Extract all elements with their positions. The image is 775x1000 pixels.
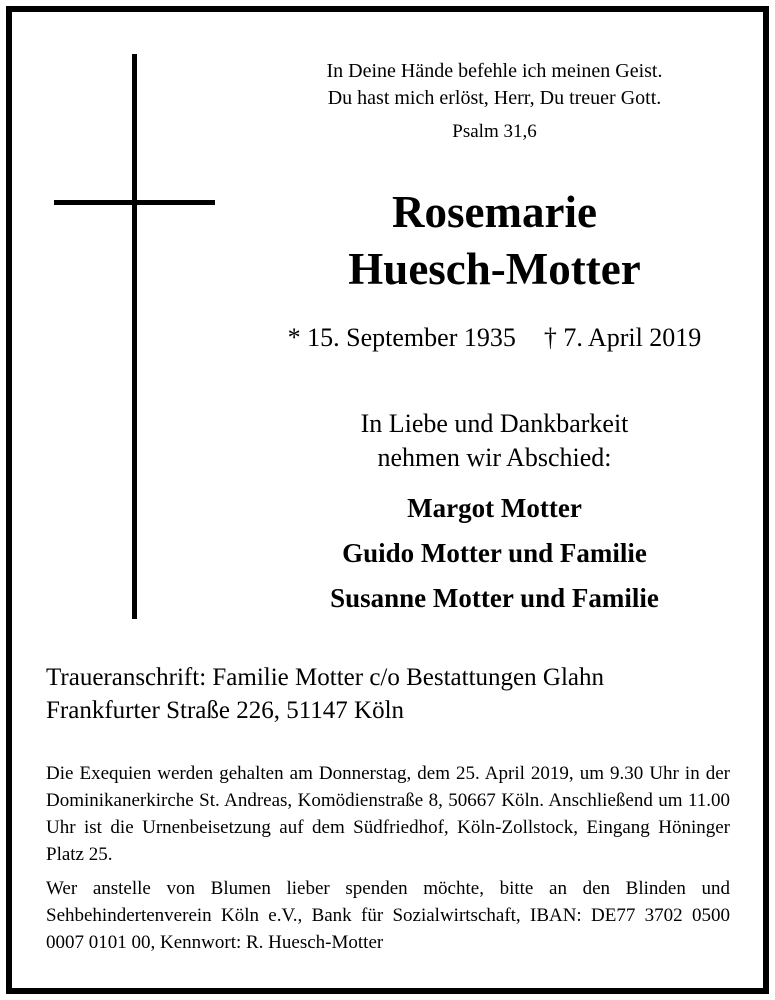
- bible-verse: [252, 58, 737, 112]
- funeral-details-paragraph: Die Exequien werden gehalten am Donnerstag, dem 25. April 2019, um 9.30 Uhr in der Dominikanerkirche St. Andreas, Komödienstraße 8, 50667 Köln. Anschließend um 11.00 Uhr ist die Urnenbeisetzung auf dem Südfriedhof, Köln-Zollstock, Eingang Höninger Platz 25.: [46, 763, 730, 865]
- address-line-2: Frankfurter Straße 226, 51147 Köln: [46, 697, 405, 724]
- mourning-address: [46, 661, 604, 727]
- first-name: Rosemarie: [392, 187, 597, 237]
- cross-icon-bar: [54, 200, 215, 205]
- verse-line-1: In Deine Hände befehle ich meinen Geist.: [326, 60, 663, 82]
- mourner-name: Margot Motter: [407, 493, 582, 523]
- farewell-line-2: nehmen wir Abschied:: [377, 443, 612, 472]
- death-date: † 7. April 2019: [543, 323, 702, 352]
- mourners-list: [252, 486, 737, 621]
- verse-reference: Psalm 31,6: [452, 121, 537, 142]
- life-dates: [252, 321, 737, 355]
- donation-paragraph: Wer anstelle von Blumen lieber spenden möchte, bitte an den Blinden und Sehbehindertenverein Köln e.V., Bank für Sozialwirtschaft, IBAN: DE77 3702 0500 0007 0101 00, Kennwort: R. Huesch-Motter: [46, 878, 730, 953]
- cross-icon: [132, 54, 137, 619]
- mourner-name: Guido Motter und Familie: [342, 538, 647, 568]
- deceased-name: [252, 184, 737, 298]
- farewell-text: [252, 407, 737, 475]
- birth-date: * 15. September 1935: [287, 323, 516, 352]
- verse-line-2: Du hast mich erlöst, Herr, Du treuer Gott.: [327, 87, 662, 109]
- mourner-name: Susanne Motter und Familie: [330, 583, 659, 613]
- farewell-line-1: In Liebe und Dankbarkeit: [360, 409, 629, 438]
- last-name: Huesch-Motter: [348, 244, 641, 294]
- address-line-1: Traueranschrift: Familie Motter c/o Bestattungen Glahn: [46, 664, 604, 691]
